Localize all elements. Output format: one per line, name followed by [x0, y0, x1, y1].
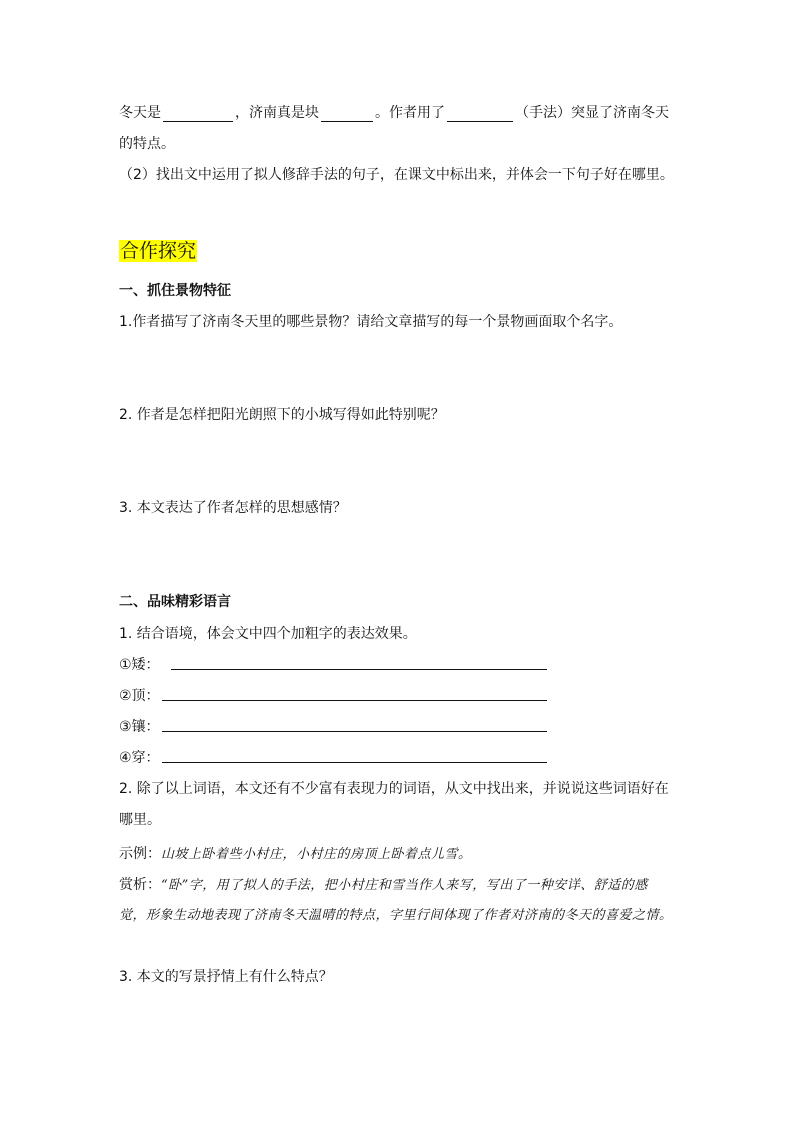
answer-line-xiang[interactable]: [162, 731, 547, 732]
blank-1[interactable]: [163, 107, 233, 122]
intro-text-b: ，济南真是块: [235, 105, 319, 121]
answer-line-ding[interactable]: [162, 700, 547, 701]
analysis-line-2: 觉，形象生动地表现了济南冬天温晴的特点，字里行间体现了作者对济南的冬天的喜爱之情。: [119, 908, 673, 923]
part1-question-1: [119, 313, 622, 331]
analysis-line-1: [119, 876, 648, 895]
intro-line-1: [119, 104, 669, 122]
section-badge-text: 合作探究: [120, 240, 197, 262]
intro-text-a: 冬天是: [119, 105, 161, 121]
part2-question-2-line-1: 2. 除了以上词语，本文还有不少富有表现力的词语，从文中找出来，并说说这些词语好在: [119, 781, 669, 797]
part1-question-2: 2. 作者是怎样把阳光朗照下的小城写得如此特别呢？: [119, 407, 445, 423]
part1-question-1-text: 1.作者描写了济南冬天里的哪些景物？请给文章描写的每一个景物画面取个名字。: [119, 314, 623, 330]
word-item-chuan: ④穿：: [119, 750, 160, 766]
answer-line-chuan[interactable]: [162, 762, 547, 763]
part2-question-2-line-2: 哪里。: [119, 812, 161, 828]
intro-text-d: （手法）突显了济南冬天: [515, 105, 669, 121]
analysis-label: 赏析：: [119, 877, 161, 893]
example-line: [119, 845, 472, 864]
word-item-ding: ②顶：: [119, 688, 160, 704]
word-item-xiang: ③镶：: [119, 719, 160, 735]
blank-2[interactable]: [321, 107, 373, 122]
section-badge: [119, 240, 197, 262]
analysis-text-1: “卧”字，用了拟人的手法，把小村庄和雪当作人来写，写出了一种安详、舒适的感: [161, 878, 648, 893]
part2-question-3: 3. 本文的写景抒情上有什么特点？: [119, 969, 333, 985]
intro-line-2: 的特点。: [119, 136, 175, 152]
answer-line-ai[interactable]: [171, 669, 547, 670]
word-item-ai: ①矮：: [119, 657, 160, 673]
part2-question-1: 1. 结合语境，体会文中四个加粗字的表达效果。: [119, 626, 417, 642]
example-label: 示例：: [119, 846, 161, 862]
blank-3[interactable]: [447, 107, 513, 122]
part1-question-3: 3. 本文表达了作者怎样的思想感情？: [119, 500, 347, 516]
intro-line-3: （2）找出文中运用了拟人修辞手法的句子，在课文中标出来，并体会一下句子好在哪里。: [119, 167, 674, 183]
example-text: 山坡上卧着些小村庄，小村庄的房顶上卧着点儿雪。: [161, 847, 472, 862]
part2-heading: 二、品味精彩语言: [119, 594, 231, 610]
part1-heading: 一、抓住景物特征: [119, 283, 231, 299]
intro-text-c: 。作者用了: [375, 105, 445, 121]
